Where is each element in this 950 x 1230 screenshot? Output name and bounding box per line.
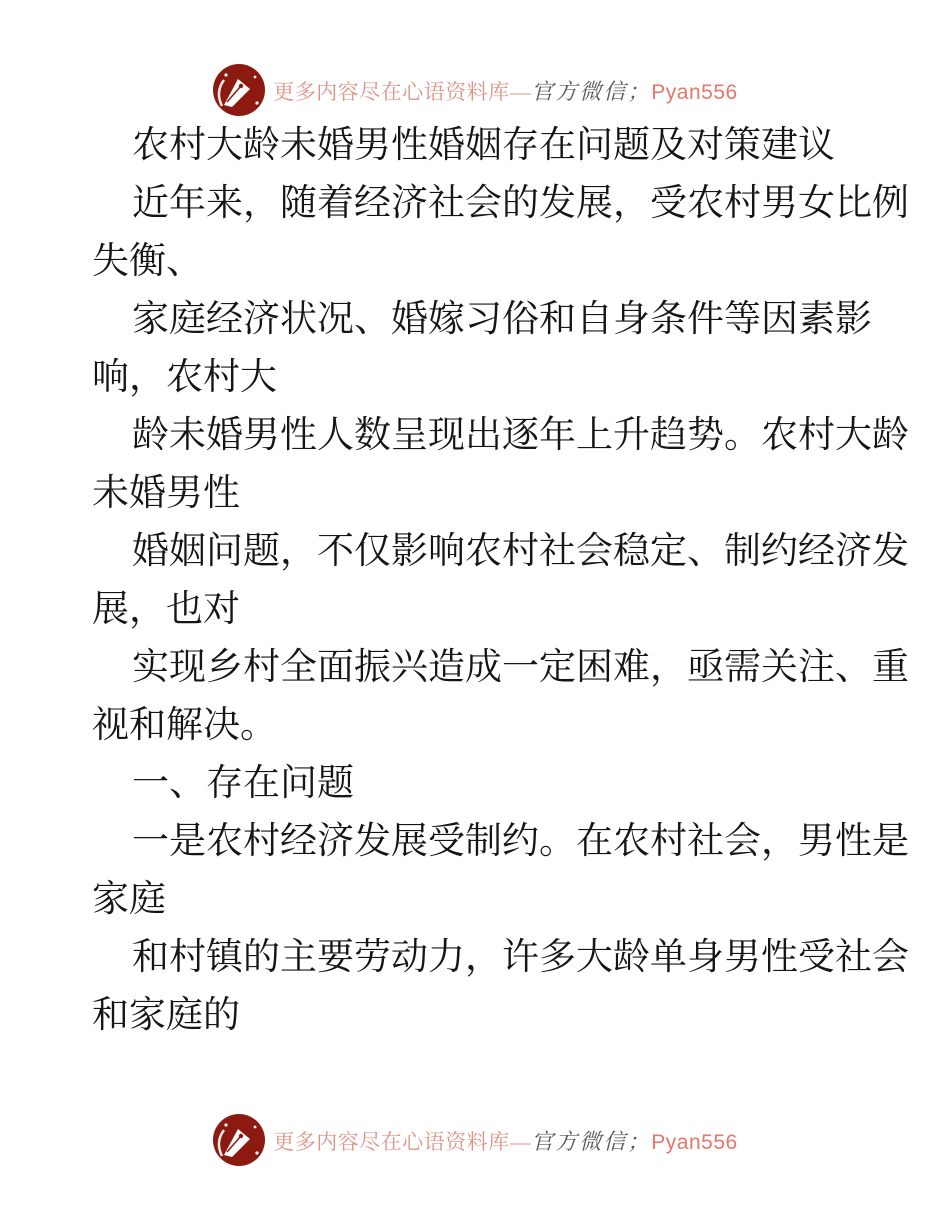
watermark-brand-text: 更多内容尽在心语资料库—: [273, 1129, 532, 1154]
text-line: 实现乡村全面振兴造成一定困难，亟需关注、重: [132, 647, 909, 688]
text-line: 家庭经济状况、婚嫁习俗和自身条件等因素影: [132, 299, 872, 340]
watermark-text: [273, 1125, 737, 1156]
footer-watermark: [0, 1112, 950, 1168]
text-line: 婚姻问题，不仅影响农村社会稳定、制约经济发: [132, 531, 909, 572]
text-line: 一是农村经济发展受制约。在农村社会，男性是: [132, 821, 909, 862]
watermark-wechat-id: Pyan556: [651, 1130, 738, 1154]
text-line: 龄未婚男性人数呈现出逐年上升趋势。农村大龄: [132, 415, 909, 456]
text-line: 家庭: [92, 879, 166, 920]
watermark-wechat-id: Pyan556: [651, 80, 738, 104]
document-body: [92, 117, 909, 1045]
watermark-brand-text: 更多内容尽在心语资料库—: [273, 79, 532, 104]
text-line: 展，也对: [92, 589, 240, 630]
text-line: 响，农村大: [92, 357, 277, 398]
text-line: 和村镇的主要劳动力，许多大龄单身男性受社会: [132, 937, 909, 978]
text-line: 视和解决。: [92, 705, 277, 746]
text-line: 农村大龄未婚男性婚姻存在问题及对策建议: [132, 125, 835, 166]
pen-circle-logo-icon: [212, 1113, 266, 1167]
watermark-text: [273, 75, 737, 106]
text-line: 未婚男性: [92, 473, 240, 514]
text-line: 近年来，随着经济社会的发展，受农村男女比例: [132, 183, 909, 224]
text-line: 一、存在问题: [132, 763, 354, 804]
watermark-wechat-label: 官方微信；: [531, 78, 652, 104]
pen-circle-logo-icon: [212, 63, 266, 117]
header-watermark: [0, 62, 950, 118]
watermark-wechat-label: 官方微信；: [531, 1128, 652, 1154]
text-line: 失衡、: [92, 241, 203, 282]
text-line: 和家庭的: [92, 995, 240, 1036]
